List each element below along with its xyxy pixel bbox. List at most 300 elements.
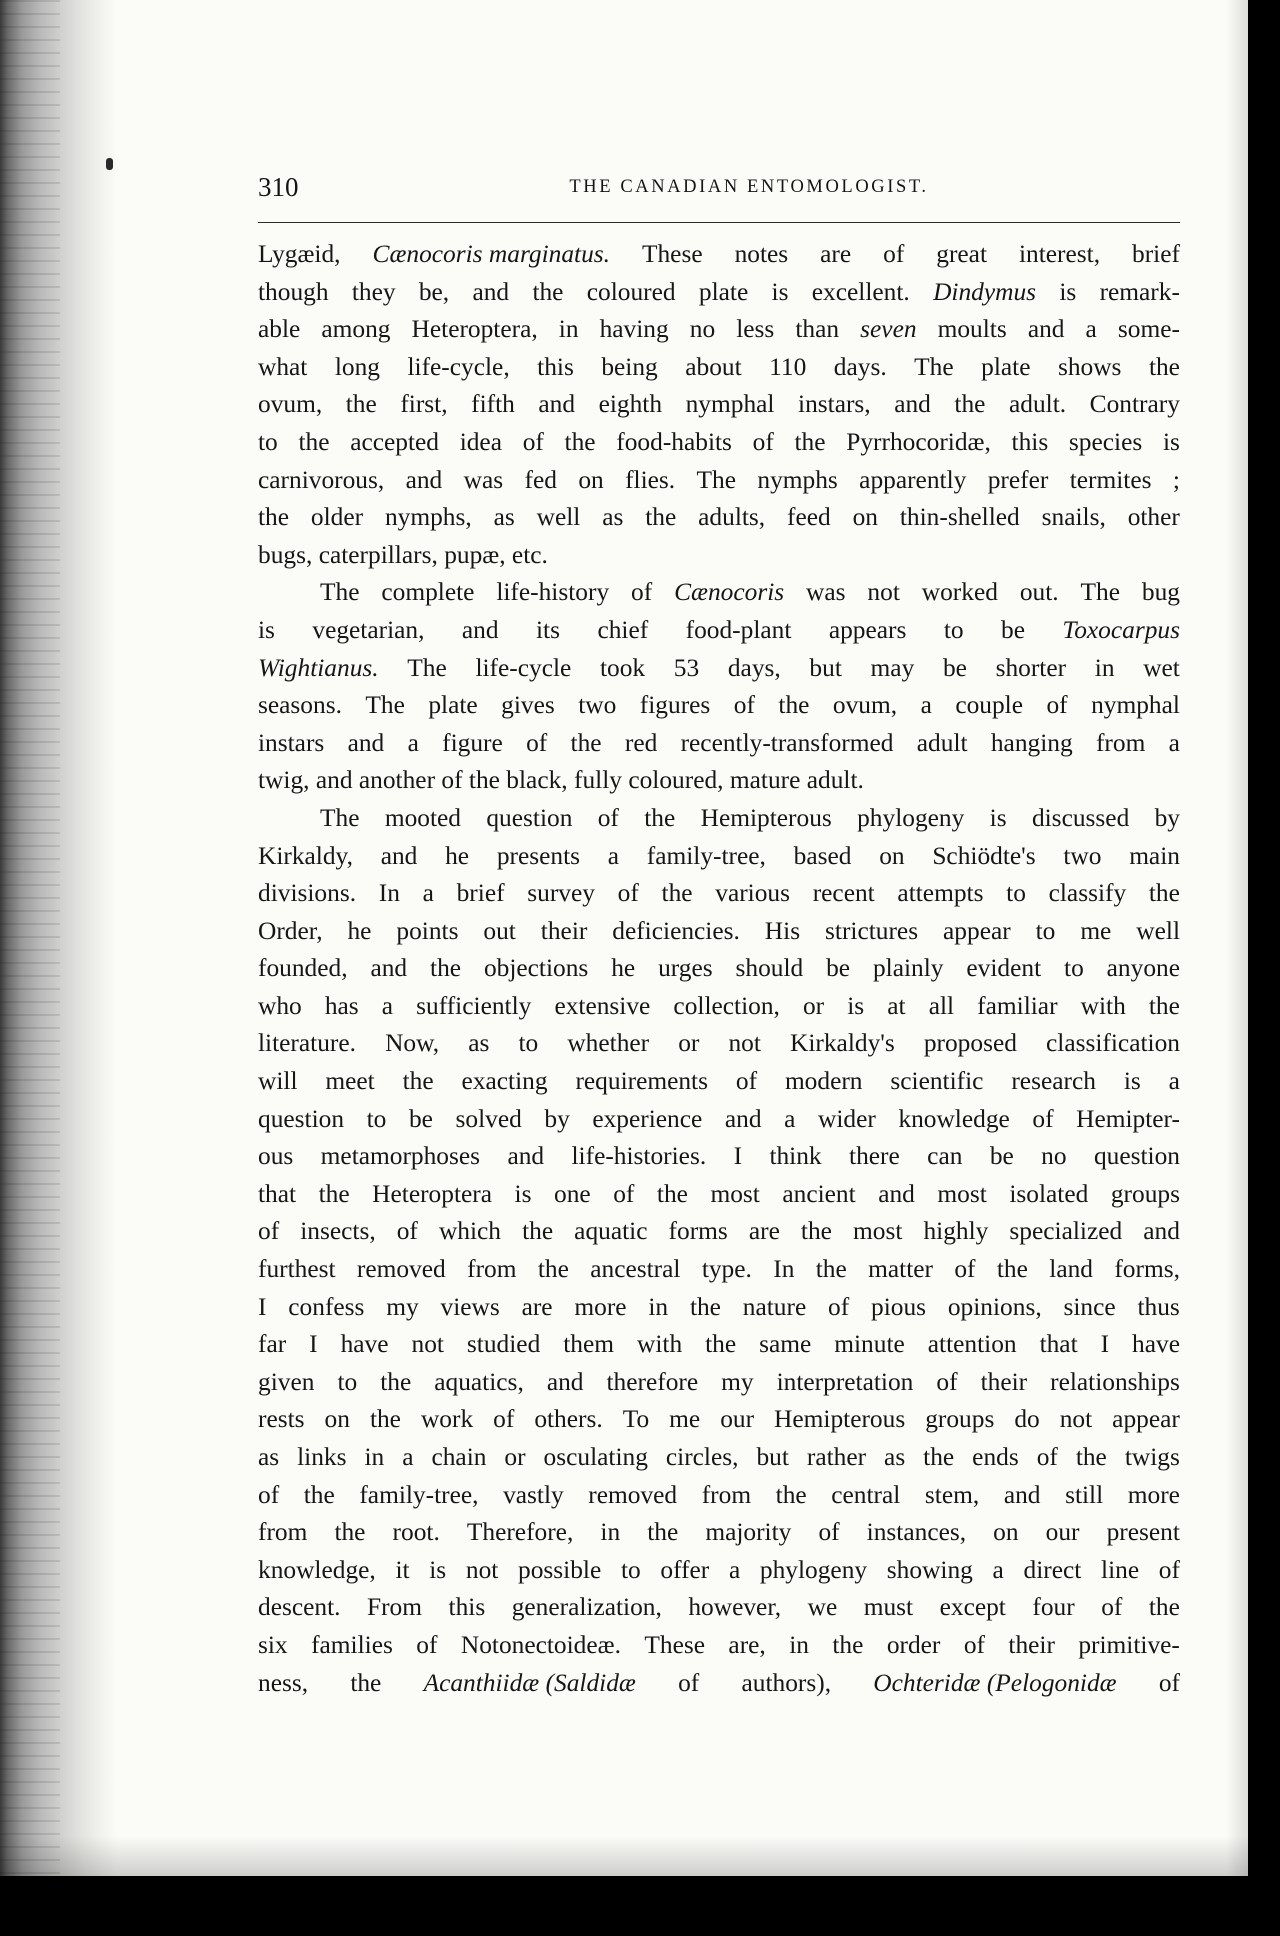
word: as <box>884 1443 906 1471</box>
word: type. <box>701 1255 752 1284</box>
word: various <box>715 879 790 908</box>
word: evident <box>966 954 1042 983</box>
word: out. <box>1019 578 1059 607</box>
word: wider <box>817 1104 876 1133</box>
word: and <box>894 390 931 419</box>
word: eighth <box>598 390 663 419</box>
word: interest, <box>1018 240 1101 268</box>
word: chain <box>431 1443 487 1471</box>
word: food-habits <box>616 427 732 456</box>
word: have <box>1132 1330 1180 1359</box>
word: fully <box>574 766 622 795</box>
word: in <box>364 1443 385 1471</box>
word: of <box>1101 1593 1123 1622</box>
word: of <box>493 1405 515 1434</box>
word: osculating <box>543 1443 648 1471</box>
word: in <box>600 1518 621 1547</box>
text-line <box>258 274 1180 312</box>
word: Ochteridæ (Pelogonidæ <box>873 1668 1117 1697</box>
word: some- <box>1117 315 1180 344</box>
word: From <box>366 1593 423 1622</box>
word: and <box>461 615 499 644</box>
word: attempts <box>897 879 984 908</box>
word: is <box>1059 277 1077 306</box>
word: the <box>303 1480 335 1509</box>
word: therefore <box>606 1367 699 1396</box>
word: was <box>806 578 846 607</box>
word: to <box>943 615 964 644</box>
word: classification <box>1046 1029 1180 1058</box>
word: survey <box>527 879 595 908</box>
word: In <box>773 1255 795 1284</box>
word: discussed <box>1031 803 1130 832</box>
word: was <box>463 465 504 494</box>
word: complete <box>381 578 475 607</box>
word: be <box>1001 615 1025 644</box>
word: the <box>522 1217 554 1246</box>
word: to <box>258 427 278 456</box>
word: twig, <box>258 766 310 795</box>
word: aquatic <box>574 1217 648 1246</box>
word: recent <box>812 879 875 908</box>
word: 110 <box>769 352 807 381</box>
word: of <box>733 691 755 720</box>
word: from <box>701 1480 752 1509</box>
text-line <box>258 875 1180 913</box>
word: given <box>258 1367 315 1396</box>
word: line <box>1101 1555 1140 1584</box>
text-line <box>258 1439 1180 1477</box>
word: are <box>521 1292 553 1321</box>
word: of <box>883 240 905 268</box>
word: modern <box>784 1067 863 1096</box>
word: that <box>258 1179 297 1208</box>
word: but <box>809 653 842 682</box>
word: based <box>793 841 852 870</box>
word: well <box>1136 916 1180 945</box>
word: Contrary <box>1089 390 1180 419</box>
word: the <box>689 1292 721 1321</box>
word: a <box>381 991 394 1020</box>
word: older <box>310 503 364 532</box>
word: of <box>526 728 548 757</box>
word: a <box>422 879 434 908</box>
word: not <box>465 1555 499 1584</box>
word: groups <box>925 1405 995 1434</box>
word: is <box>258 615 275 644</box>
word: are <box>820 240 852 268</box>
word: no <box>689 315 716 344</box>
word: may <box>870 653 915 682</box>
word: rests <box>258 1405 305 1434</box>
word: the <box>564 427 596 456</box>
word: first, <box>400 390 448 419</box>
word: of <box>1032 1104 1054 1133</box>
word: is <box>429 1555 447 1584</box>
word: or <box>678 1029 700 1058</box>
word: strictures <box>825 916 919 945</box>
word: question <box>258 1104 345 1133</box>
text-line <box>258 612 1180 650</box>
word: not <box>867 578 900 607</box>
word: of <box>936 1367 958 1396</box>
word: figure <box>442 728 503 757</box>
word: ovum, <box>832 691 898 720</box>
word: figures <box>639 691 711 720</box>
word: thus <box>1137 1292 1180 1321</box>
word: the <box>298 427 330 456</box>
word: the <box>532 277 564 306</box>
word: shows <box>1057 352 1122 381</box>
word: of <box>828 1292 850 1321</box>
word: this <box>537 352 574 381</box>
word: are <box>748 1217 780 1246</box>
word: plate <box>981 352 1031 381</box>
word: I <box>1100 1330 1110 1359</box>
word: be, <box>418 277 450 306</box>
word: the <box>923 1443 955 1471</box>
word: a <box>407 728 419 757</box>
word: I <box>309 1330 318 1359</box>
word: except <box>939 1593 1006 1622</box>
word: bugs, <box>258 540 313 569</box>
word: of <box>396 1217 418 1246</box>
word: main <box>1129 841 1180 870</box>
page-edge-shadow <box>1226 0 1248 1876</box>
word: to <box>1006 879 1026 908</box>
word: this <box>448 1593 486 1622</box>
word: species <box>1068 427 1143 456</box>
word: pupæ, <box>444 540 506 569</box>
word: took <box>599 653 646 682</box>
word: from <box>467 1255 517 1284</box>
text-line <box>258 1063 1180 1101</box>
word: will <box>258 1067 298 1096</box>
text-line <box>258 988 1180 1026</box>
word: furthest <box>258 1255 336 1284</box>
word: descent. <box>258 1593 341 1622</box>
word: than <box>795 315 840 344</box>
word: chief <box>597 615 649 644</box>
word: vastly <box>503 1480 564 1509</box>
word: most <box>937 1179 987 1208</box>
word: scientific <box>890 1067 984 1096</box>
word: fifth <box>471 390 515 419</box>
word: ends <box>972 1443 1019 1471</box>
word: life-cycle, <box>407 352 510 381</box>
word: the <box>350 1668 382 1697</box>
text-line <box>258 574 1180 612</box>
word: to <box>620 1555 641 1584</box>
word: ; <box>1172 465 1180 494</box>
text-line <box>258 1101 1180 1139</box>
word: ous <box>258 1142 294 1171</box>
word: requirements <box>575 1067 708 1096</box>
word: adult. <box>806 766 864 795</box>
text-line <box>258 1025 1180 1063</box>
word: and <box>1027 315 1065 344</box>
word: my <box>386 1292 419 1321</box>
word: rather <box>806 1443 867 1471</box>
word: His <box>764 916 801 945</box>
word: offer <box>660 1555 710 1584</box>
word: a <box>402 1443 414 1471</box>
word: and <box>315 766 353 795</box>
word: exacting <box>461 1067 548 1096</box>
word: nymphs, <box>384 503 472 532</box>
word: not <box>728 1029 761 1058</box>
word: two <box>578 691 617 720</box>
word: and <box>507 1142 545 1171</box>
word: since <box>1063 1292 1116 1321</box>
word: order <box>886 1630 941 1659</box>
word: the <box>468 766 500 795</box>
word: of <box>416 1630 438 1659</box>
word: is <box>989 803 1007 832</box>
word: the <box>258 503 290 532</box>
word: having <box>599 315 669 344</box>
text-line <box>258 1514 1180 1552</box>
word: and <box>546 1367 584 1396</box>
word: minute <box>834 1330 905 1359</box>
word: adult. <box>1009 390 1067 419</box>
word: is <box>514 1179 532 1208</box>
word: presents <box>496 841 581 870</box>
word: couple <box>955 691 1023 720</box>
word: whether <box>567 1029 650 1058</box>
word: pious <box>871 1292 927 1321</box>
word: of <box>678 1668 700 1697</box>
word: authors), <box>741 1668 832 1697</box>
word: from <box>258 1518 308 1547</box>
word: of <box>522 427 544 456</box>
word: Schiödte's <box>932 841 1036 870</box>
word: etc. <box>511 540 548 569</box>
word: great <box>936 240 987 268</box>
word: which <box>438 1217 502 1246</box>
word: objections <box>483 954 589 983</box>
word: can <box>927 1142 963 1171</box>
word: one <box>554 1179 591 1208</box>
word: and <box>472 277 510 306</box>
word: direct <box>1023 1555 1082 1584</box>
word: others. <box>534 1405 603 1434</box>
word: nature <box>742 1292 807 1321</box>
word: of <box>597 803 619 832</box>
text-line <box>258 1665 1180 1703</box>
text-line <box>258 386 1180 424</box>
word: as <box>258 1443 280 1471</box>
word: The <box>407 653 447 682</box>
text-line <box>258 1364 1180 1402</box>
page-bottom-shadow <box>0 1836 1248 1876</box>
word: remark- <box>1099 277 1180 306</box>
word: the <box>345 390 377 419</box>
word: mature <box>729 766 801 795</box>
word: knowledge <box>898 1104 1010 1133</box>
word: more <box>1127 1480 1180 1509</box>
word: the <box>800 1217 832 1246</box>
word: by <box>1154 803 1180 832</box>
word: relationships <box>1050 1367 1180 1396</box>
word: on <box>324 1405 350 1434</box>
text-line <box>258 462 1180 500</box>
word: of <box>258 1217 280 1246</box>
page-header <box>258 168 1180 208</box>
word: urges <box>658 954 713 983</box>
word: ness, <box>258 1668 309 1697</box>
word: coloured <box>586 277 676 306</box>
word: long <box>334 352 380 381</box>
word: has <box>324 991 359 1020</box>
word: the <box>647 1518 679 1547</box>
word: or <box>504 1443 526 1471</box>
word: plainly <box>872 954 944 983</box>
word: our <box>1045 1518 1080 1547</box>
word: Dindymus <box>933 277 1037 306</box>
word: ancient <box>782 1179 856 1208</box>
word: a <box>784 1104 796 1133</box>
word: on <box>578 465 604 494</box>
word: plate <box>698 277 749 306</box>
word: the <box>570 728 602 757</box>
word: Now, <box>385 1029 440 1058</box>
text-line <box>258 913 1180 951</box>
word: highly <box>923 1217 989 1246</box>
text-line <box>258 1401 1180 1439</box>
word: insects, <box>300 1217 376 1246</box>
word: carnivorous, <box>258 465 385 494</box>
word: generalization, <box>511 1593 662 1622</box>
word: and <box>370 954 408 983</box>
word: notes <box>734 240 789 268</box>
word: These <box>641 240 703 268</box>
word: links <box>297 1443 347 1471</box>
word: The <box>320 803 360 832</box>
word: mooted <box>384 803 461 832</box>
text-line <box>258 1627 1180 1665</box>
word: moults <box>937 315 1007 344</box>
word: to <box>1035 916 1056 945</box>
word: me <box>669 1405 701 1434</box>
word: extensive <box>554 991 651 1020</box>
word: more <box>574 1292 627 1321</box>
word: on <box>852 503 878 532</box>
word: the <box>334 1518 366 1547</box>
text-line <box>258 1289 1180 1327</box>
gutter-mark-dot <box>106 158 113 170</box>
word: excellent. <box>811 277 910 306</box>
text-line <box>258 687 1180 725</box>
word: from <box>1095 728 1146 757</box>
text-line <box>258 1251 1180 1289</box>
word: wet <box>1143 653 1180 682</box>
word: removed <box>356 1255 446 1284</box>
text-line <box>258 1589 1180 1627</box>
word: majority <box>705 1518 792 1547</box>
text-line <box>258 650 1180 688</box>
word: ancestral <box>590 1255 681 1284</box>
word: hanging <box>990 728 1073 757</box>
word: Hemipter- <box>1076 1104 1180 1133</box>
word: I <box>258 1292 267 1321</box>
word: and <box>878 1179 915 1208</box>
word: accepted <box>350 427 439 456</box>
word: metamorphoses <box>320 1142 481 1171</box>
word: idea <box>459 427 502 456</box>
word: interpretation <box>776 1367 914 1396</box>
word: not <box>1059 1405 1093 1434</box>
word: shorter <box>995 653 1067 682</box>
text-line <box>258 236 1180 274</box>
word: a <box>728 1555 741 1584</box>
word: bug <box>1141 578 1180 607</box>
word: a <box>920 691 932 720</box>
word: adult <box>916 728 968 757</box>
word: their <box>980 1367 1028 1396</box>
binding-stitches <box>0 0 60 1876</box>
word: or <box>802 991 825 1020</box>
word: gives <box>501 691 555 720</box>
word: of <box>617 879 639 908</box>
word: same <box>759 1330 812 1359</box>
word: this <box>1011 427 1049 456</box>
word: all <box>928 991 955 1020</box>
word: founded, <box>258 954 348 983</box>
word: present <box>1106 1518 1180 1547</box>
word: and <box>1003 1480 1041 1509</box>
word: it <box>395 1555 410 1584</box>
word: at <box>887 991 906 1020</box>
text-line <box>258 950 1180 988</box>
word: nymphal <box>1091 691 1180 720</box>
word: research <box>1011 1067 1096 1096</box>
word: question <box>1093 1142 1180 1171</box>
word: far <box>258 1330 287 1359</box>
word: 53 <box>673 653 700 682</box>
word: Cænocoris marginatus. <box>372 240 610 268</box>
word: no <box>1041 1142 1067 1171</box>
word: vegetarian, <box>312 615 425 644</box>
word: Heteroptera <box>372 1179 492 1208</box>
word: flies. <box>625 465 676 494</box>
word: its <box>536 615 560 644</box>
word: being <box>601 352 658 381</box>
word: who <box>258 991 302 1020</box>
word: of <box>1158 1555 1180 1584</box>
word: the <box>1148 879 1180 908</box>
word: on <box>879 841 905 870</box>
word: adults, <box>698 503 766 532</box>
word: be <box>989 1142 1014 1171</box>
word: of <box>613 1179 635 1208</box>
word: but <box>756 1443 789 1471</box>
text-line <box>258 838 1180 876</box>
word: Acanthiidæ (Saldidæ <box>423 1668 636 1697</box>
word: and <box>538 390 576 419</box>
word: the <box>778 691 810 720</box>
page-number: 310 <box>258 172 299 202</box>
word: must <box>863 1593 914 1622</box>
word: confess <box>288 1292 365 1321</box>
word: twigs <box>1124 1443 1180 1471</box>
text-line <box>258 1477 1180 1515</box>
word: he <box>347 916 372 945</box>
word: by <box>544 1104 570 1133</box>
word: the <box>661 879 693 908</box>
text-line <box>258 1552 1180 1590</box>
word: feed <box>787 503 831 532</box>
